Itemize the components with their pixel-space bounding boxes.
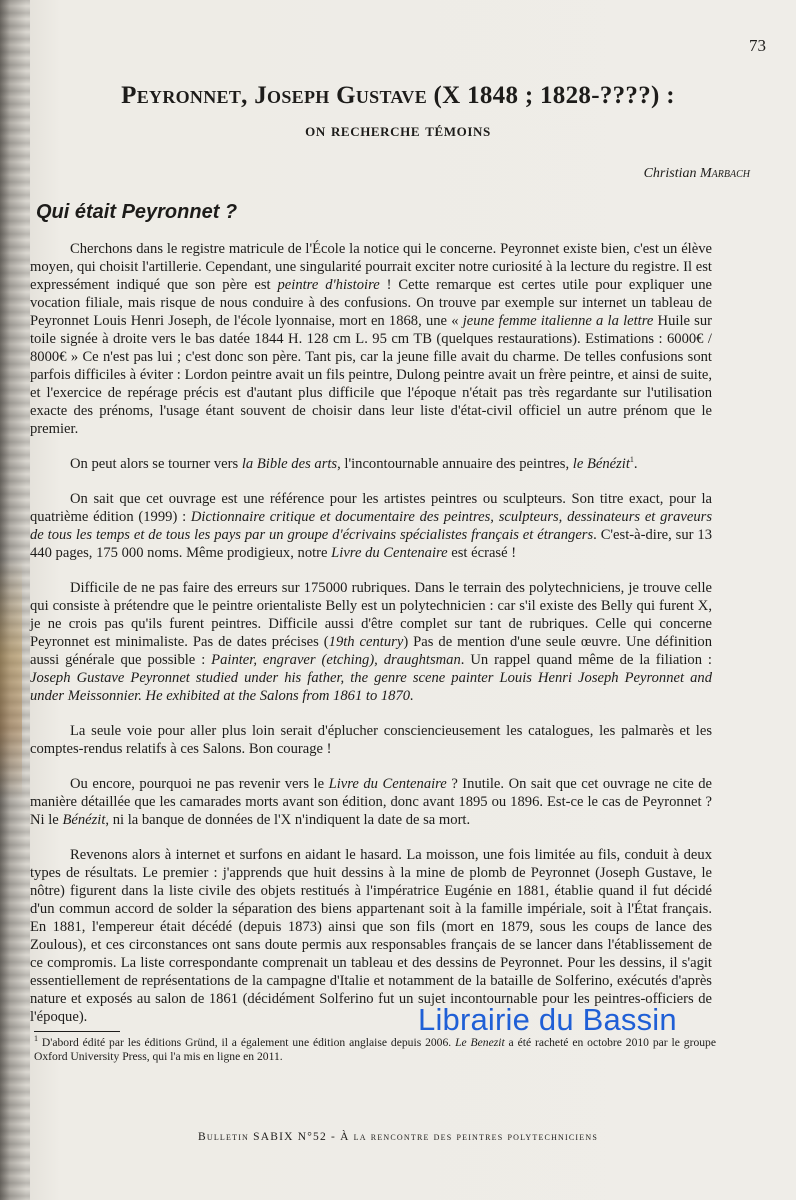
footnote: $^1$ D'abord édité par les éditions Gründ, il a également une édition anglaise depuis 2006. Le Benezit a été racheté en octobre 2010 par le groupe Oxford University Press, qui l'a mis en ligne en 2011. [34, 1034, 716, 1063]
paragraph-5: La seule voie pour aller plus loin serait d'éplucher consciencieusement les catalogues, les palmarès et les comptes-rendus relatifs à ces Salons. Bon courage ! [30, 723, 712, 757]
article-subtitle: on recherche témoins [305, 120, 491, 140]
paragraph-6: Ou encore, pourquoi ne pas revenir vers le Livre du Centenaire ? Inutile. On sait que cet ouvrage ne cite de manière détaillée que les camarades morts avant son édition, donc avant 1895 ou 1896. Est-ce le cas de Peyronnet ? Ni le Bénézit, ni la banque de données de l'X n'indiquent la date de sa mort. [30, 776, 712, 828]
paragraph-4: Difficile de ne pas faire des erreurs sur 175000 rubriques. Dans le terrain des polytechniciens, je trouve celle qui consiste à prétendre que le peintre orientaliste Belly est un polytechnicien : car s'il existe des Belly qui furent X, je ne crois pas qu'ils furent peintres. Difficile aussi d'être complet sur tant de rubriques. Celle qui concerne Peyronnet est minimaliste. Pas de dates précises (19th century) Pas de mention d'une seule œuvre. Une définition aussi générale que possible : Painter, engraver (etching), draughtsman. Un rappel quand même de la filiation : Joseph Gustave Peyronnet studied under his father, the genre scene painter Louis Henri Joseph Peyronnet and under Meissonnier. He exhibited at the Salons from 1861 to 1870. [30, 580, 712, 704]
paragraph-3: On sait que cet ouvrage est une référence pour les artistes peintres ou sculpteurs. Son titre exact, pour la quatrième édition (1999) : Dictionnaire critique et documentaire des peintres, sculpteurs, dessinateurs et graveurs de tous les temps et de tous les pays par un groupe d'écrivains spécialistes français et étrangers. C'est-à-dire, sur 13 440 pages, 175 000 noms. Même prodigieux, notre Livre du Centenaire est écrasé ! [30, 491, 712, 561]
page-number: 73 [749, 36, 766, 55]
article-title: Peyronnet, Joseph Gustave (X 1848 ; 1828-????) : [121, 82, 675, 109]
footnote-divider [34, 1031, 120, 1032]
author-first-name: Christian [643, 166, 697, 181]
section-heading: Qui était Peyronnet ? [36, 201, 238, 223]
book-edge-reflection [0, 560, 22, 800]
paragraph-1: Cherchons dans le registre matricule de l'École la notice qui le concerne. Peyronnet existe bien, c'est un élève moyen, qui choisit l'artillerie. Cependant, une singularité pourrait exciter notre curiosité à la lecture du registre. Il est expressément indiqué que son père est peintre d'histoire ! Cette remarque est certes utile pour expliquer une vocation filiale, mais risque de nous conduire à des confusions. On trouve par exemple sur internet un tableau de Peyronnet Louis Henri Joseph, de l'école lyonnaise, mort en 1868, une « jeune femme italienne a la lettre Huile sur toile signée à droite vers le bas datée 1844 H. 128 cm L. 95 cm TB (quelques restaurations). Estimations : 6000€ / 8000€ » Ce n'est pas lui ; c'est donc son père. Tant pis, car la jeune fille avait du charme. De telles confusions sont parfois difficiles à éviter : Lordon peintre avait un fils peintre, Dulong peintre avait un frère peintre, et ainsi de suite, et l'exercice de repérage précis est d'autant plus difficile que l'époque n'était pas très regardante sur l'utilisation exacte des prénoms, l'usage étant souvent de choisir dans leur liste d'état-civil officiel un autre prénom que le premier. [30, 241, 713, 437]
author-last-name: Marbach [700, 166, 750, 181]
footnote-reference: 1 [629, 455, 634, 465]
article-body [30, 240, 712, 1043]
watermark-text: Librairie du Bassin [418, 1002, 677, 1037]
paragraph-7: Revenons alors à internet et surfons en aidant le hasard. La moisson, une fois limitée au fils, conduit à deux types de résultats. Le premier : j'apprends que huit dessins à la mine de plomb de Peyronnet (Joseph Gustave, le nôtre) figurent dans la liste civile des objets restitués à l'impératrice Eugénie en 1881, établie quand il fut décidé d'un commun accord de solder la séparation des biens appartenant soit à la famille impériale, soit à l'État français. En 1881, l'empereur était décédé (depuis 1873) ainsi que son fils (mort en 1879, sous les coups de lance des Zoulous), et ces circonstances ont sans doute permis aux responsables français de se lancer dans l'établissement de ce compromis. La liste correspondante comprenait un tableau et des dessins de Peyronnet. Pour les dessins, il s'agit essentiellement de représentations de la campagne d'Italie et notamment de la bataille de Solferino, exécutés d'après nature et exposés au salon de 1861 (décidément Solferino fut un sujet incontournable pour les peintres-officiers de l'époque). [30, 847, 712, 1025]
footnote-number: 1 [34, 1034, 38, 1044]
running-footer: Bulletin SABIX N°52 - À la rencontre des peintres polytechniciens [198, 1131, 598, 1143]
author-byline [644, 166, 750, 182]
paragraph-2: On peut alors se tourner vers la Bible des arts, l'incontournable annuaire des peintres, le Bénézit$^1$. [70, 455, 638, 472]
